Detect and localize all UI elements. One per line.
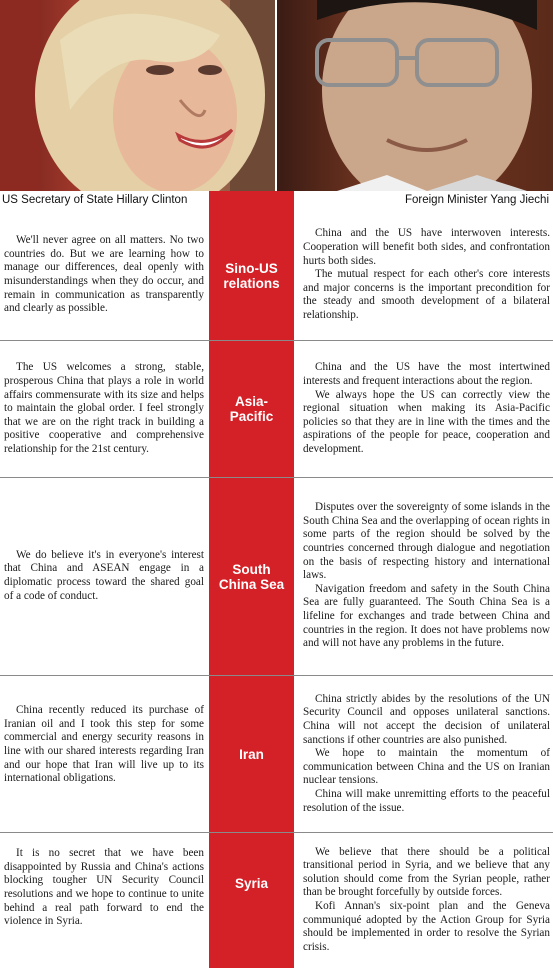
topic-line: Sino-US — [225, 261, 278, 276]
quote-paragraph: The mutual respect for each other's core interests and major concerns is the important precondition for the steady and smooth development of a bilateral relationship. — [303, 268, 550, 321]
quote-paragraph: China and the US have interwoven interests. Cooperation will benefit both sides, and confrontation hurts both sides. — [303, 227, 550, 267]
topic-sino-us-relations — [209, 212, 294, 340]
photo-hillary-clinton — [0, 0, 275, 191]
topic-line: Asia- — [234, 394, 268, 409]
quote-paragraph: China recently reduced its purchase of Iranian oil and I took this step for some commercial and energy security reasons in line with our shared interests regarding Iran and our hope that Iran will live up to its international obligations. — [4, 704, 204, 785]
quote-paragraph: Disputes over the sovereignty of some islands in the South China Sea and the overlapping of ocean rights in some parts of the region should be solved by the countries concerned through dialogue and negotiation on the basis of respecting history and international laws. — [303, 501, 551, 582]
caption-right: Foreign Minister Yang Jiechi — [404, 194, 549, 206]
quote-paragraph: We believe that there should be a political transitional period in Syria, and we believe that any solution should come from the Syrian people, rather than be brought forcefully by outside forces. — [303, 845, 550, 899]
portrait-left-image — [0, 0, 275, 191]
yang-quote-sino-us — [303, 214, 550, 336]
quote-paragraph: Kofi Annan's six-point plan and the Geneva communiqué adopted by the Action Group for Syria should be implemented in order to resolve the Syrian crisis. — [303, 900, 550, 953]
topic-iran — [209, 676, 294, 832]
quote-paragraph: China and the US have the most intertwined interests and frequent interactions about the region. — [303, 361, 550, 388]
quote-paragraph: We hope to maintain the momentum of communication between China and the US on Iranian nuclear tensions. — [303, 747, 550, 787]
topic-south-china-sea — [209, 478, 294, 675]
topic-asia-pacific — [209, 341, 294, 477]
quote-paragraph: We do believe it's in everyone's interest that China and ASEAN engage in a diplomatic process toward the shared goal of a code of conduct. — [4, 548, 204, 602]
quote-paragraph: We always hope the US can correctly view the regional situation when making its Asia-Pacific policies so that they are in line with the times and the aspirations of the people for peace, cooperation and development. — [303, 388, 550, 455]
clinton-quote-south-china-sea — [4, 482, 204, 670]
quote-paragraph: The US welcomes a strong, stable, prosperous China that plays a role in world affairs commensurate with its size and helps to maintain the global order. I feel strongly that we are on the right track in building a positive cooperative and comprehensive relationship for the 21st century. — [4, 361, 204, 455]
topic-line: China Sea — [218, 576, 285, 592]
quote-paragraph: Navigation freedom and safety in the South China Sea are fully guaranteed. The South China Sea is a lifeline for exchanges and trade between China and countries in the region. It does not have problems now and will not have any problems in the future. — [303, 582, 550, 650]
topic-line: South — [232, 561, 271, 577]
clinton-quote-sino-us — [4, 216, 204, 334]
photo-yang-jiechi — [277, 0, 553, 191]
topic-line: Iran — [239, 746, 264, 762]
caption-left: US Secretary of State Hillary Clinton — [2, 194, 188, 206]
quote-paragraph: China will make unremitting efforts to the peaceful resolution of the issue. — [303, 787, 550, 814]
clinton-quote-asia-pacific — [4, 345, 204, 473]
yang-quote-iran — [303, 679, 550, 829]
quote-paragraph: China strictly abides by the resolutions of the UN Security Council and opposes unilateral sanctions. China will not accept the decision of unilateral sanctions if other countries are also punished. — [303, 692, 550, 746]
yang-quote-asia-pacific — [303, 345, 550, 473]
topic-line: relations — [223, 276, 280, 291]
topic-syria — [209, 833, 294, 933]
clinton-quote-iran — [4, 680, 204, 810]
topic-line: Pacific — [229, 409, 274, 424]
clinton-quote-syria — [4, 838, 204, 938]
quote-paragraph: We'll never agree on all matters. No two countries do. But we are learning how to manage our differences, deal openly with misunderstandings when they do occur, and remain in communication as transparently and clearly as possible. — [4, 234, 204, 315]
quote-paragraph: It is no secret that we have been disappointed by Russia and China's actions blocking tougher UN Security Council resolutions and we hope to continue to unite behind a real path forward to end the violence in Syria. — [4, 847, 204, 928]
yang-quote-south-china-sea — [303, 481, 550, 671]
yang-quote-syria — [303, 836, 550, 964]
portrait-right-image — [277, 0, 553, 191]
topic-line: Syria — [234, 875, 269, 891]
